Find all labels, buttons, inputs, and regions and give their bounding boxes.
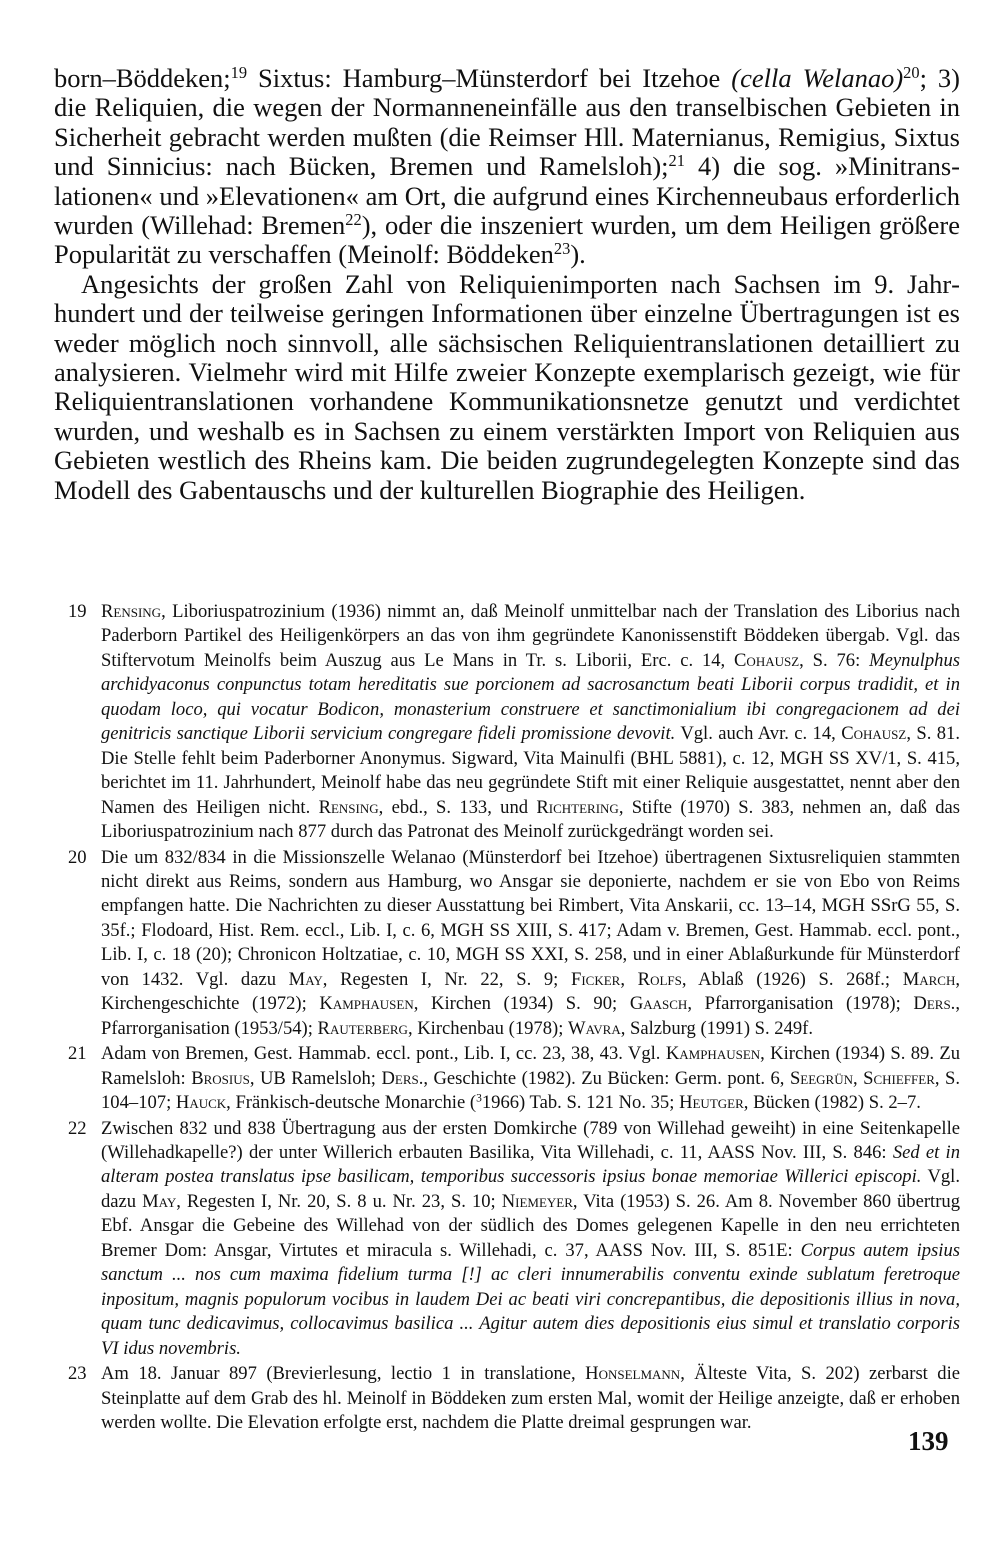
author-name: Schieffer [863,1067,935,1089]
author-name: Rolfs [637,968,682,990]
author-name: Ders. [913,993,956,1015]
author-name: Gaasch [629,993,688,1015]
footnote-ref: 19 [230,62,248,82]
author-name: Ders. [381,1067,424,1089]
text-run: , Stifte (1970) S. 383, nehmen an, daß das Liboriuspatrozinium nach 877 durch das Patronat des Meinolf zurückgedrängt worden sei. [101,796,960,843]
author-name: Heutger [679,1092,744,1114]
italic-text: Corpus autem ipsius sanctum ... nos cum maxima fidelium turma [!] ac cleri innumerabilis conventu exinde sublatum feretroque inpositum, magnis populorum vocibus in laudem Dei ac beati viri concrepantibus, die depositionis illius in nova, quam tunc dedicavimus, collocavimus basilica ... Agitur autem dies depositionis eius simul et translatio corporis VI idus novembris. [101,1239,960,1359]
footnote-ref: 20 [903,62,920,82]
text-run: , Pfarrorganisation (1978); [687,993,914,1015]
text-run: , Ablaß (1926) S. 268f.; [681,968,903,990]
footnote-number: 19 [68,601,87,622]
footnote-number: 21 [68,1043,87,1065]
footnote [68,846,960,1042]
author-name: Cohausz [841,723,907,745]
text-run: Angesichts der großen Zahl von Reliquienimporten nach Sachsen im 9. Jahrhundert und der teilweise geringen Informationen über einzelne Übertragungen ist es weder möglich noch sinnvoll, alle sächsischen Reliquientranslationen detailliert zu analysieren. Vielmehr wird mit Hilfe zweier Konzepte exemplarisch gezeigt, wie für Reliquientranslationen vorhandene Kommunikationsnetze genutzt und verdichtet wurden, und weshalb es in Sachsen zu einem verstärkten Import von Reliquien aus Gebieten westlich des Rheins kam. Die beiden zugrundegelegten Konzepte sind das Modell des Gabentauschs und der kulturellen Biographie des Heiligen. [54,268,960,505]
page [54,62,961,1433]
paragraph [54,64,960,270]
text-run: Die um 832/834 in die Missionszelle Welanao (Münsterdorf bei Itzehoe) übertragenen Sixtusreliquien stammten nicht direkt aus Reims, sondern aus Hamburg, wo Ansgar sie deponierte, nachdem er sie von Ebo von Reims empfangen hatte. Die Nachrichten zu dieser Ausstattung bei Rimbert, Vita Anskarii, cc. 13–14, MGH SSrG 55, S. 35f.; Flodoard, Hist. Rem. eccl., Lib. I, c. 6, MGH SS XIII, S. 417; Adam v. Bremen, Gest. Hammab. eccl. pont., Lib. I, c. 18 (20); Chronicon Holtzatiae, c. 10, MGH SS XXI, S. 258, und in einer Ablaßurkunde für Münsterdorf von 1432. Vgl. dazu [101,846,960,990]
text-run: , S. 76: [799,649,870,671]
text-run: , Geschichte (1982). Zu Bücken: Germ. pont. 6, [423,1067,790,1089]
author-name: Brosius [191,1067,250,1089]
text-run: Am 18. Januar 897 (Brevierlesung, lectio 1 in translatione, [101,1363,586,1385]
text-run: , [620,968,638,990]
author-name: Kamphausen [319,993,414,1015]
text-run: , Kirchengeschichte (1972); [101,968,961,1015]
author-name: Rensing [101,601,162,622]
text-run: , S. 81. Die Stelle fehlt beim Paderborner Anonymus. Sigward, Vita Mainulfi (BHL 5881), c. 12, MGH SS XV/1, S. 415, berichtet im 11. Jahrhundert, Meinolf habe das neu gegründete Stift mit einer Reliquie ausgestattet, nennt aber den Namen des Heiligen nicht. [101,723,961,818]
author-name: Rensing [318,796,379,818]
text-run: , Regesten I, Nr. 20, S. 8 u. Nr. 23, S. 10; [176,1190,502,1212]
footnote-ref: 22 [345,210,362,229]
author-name: May [288,968,323,990]
author-name: May [142,1190,177,1212]
author-name: Wavra [568,1017,621,1039]
footnote [68,1117,960,1362]
text-run: Vgl. dazu [101,1166,961,1212]
italic-text: Sed et in alteram postea translatus ipse basilicam, temporibus successoris ipsius bonae memoriae Willerici episcopi. [101,1141,960,1188]
paragraph [54,270,960,505]
text-run: , Kirchen (1934) S. 90; [413,993,630,1015]
footnote-ref: 23 [553,239,571,259]
footnote [68,600,960,845]
footnote-ref: 3 [476,1092,482,1105]
footnote-text [101,1117,960,1362]
author-name: Richtering [536,796,619,818]
footnote-text [101,846,960,1042]
footnote-number: 23 [68,1363,87,1385]
main-text [54,64,960,505]
text-run: , Regesten I, Nr. 22, S. 9; [322,968,572,990]
author-name: Ficker [571,968,621,990]
text-run: , Kirchen (1934) S. 89. Zu Ramelsloh: [101,1043,960,1089]
text-run: Sixtus: Hamburg–Münsterdorf bei Itzehoe [247,63,732,93]
author-name: Honselmann [585,1363,681,1385]
text-run: Zwischen 832 und 838 Übertragung aus der ersten Domkirche (789 von Willehad geweiht) in eine Seitenkapelle (Willehadkapelle?) der unter Willerich erbauten Basilika, Vita Willehadi, c. 11, AASS Nov. III, S. 846: [101,1117,960,1163]
text-run: born–Böddeken; [54,63,231,93]
author-name: Niemeyer [501,1190,573,1212]
text-run: , Pfarrorganisation (1953/54); [101,993,960,1039]
text-run: , [853,1067,864,1089]
footnote [68,1042,960,1115]
author-name: March [902,968,956,990]
author-name: Cohausz [734,649,800,671]
text-run: , UB Ramelsloh; [249,1067,382,1089]
text-run: ; 3) die Reliquien, die wegen der Normanneneinfälle aus den transelbischen Gebieten in Sicherheit gebracht werden mußten (die Reimser Hll. Maternianus, Remigius, Sixtus und Sinnicius: nach Bücken, Bremen und Ramelsloh); [54,63,960,182]
text-run: , Bücken (1982) S. 2–7. [743,1092,921,1114]
text-run: , Kirchenbau (1978); [407,1017,569,1039]
text-run: ). [570,239,586,270]
text-run: , Salzburg (1991) S. 249f. [620,1017,814,1039]
italic-text: Meynulphus archidyaconus conpunctus totam hereditatis sue porcionem ad sacrosanctum beati Liborii corpus tradidit, et in quodam loco, qui vocatur Bodicon, monasterium construere et sanctimonialium ibi congregacionem ad dei genitricis sanctique Liborii servicium congregare fideli promissione devovit. [101,649,960,745]
text-run: 4) die sog. »Minitranslationen« und »Elevationen« am Ort, die aufgrund eines Kirchenneubaus erforderlich wurden (Willehad: Bremen [54,151,960,241]
text-run: , Liboriuspatrozinium (1936) nimmt an, daß Meinolf unmittelbar nach der Translation des Liborius nach Paderborn Partikel des Heiligenkörpers an das von ihm gegründete Kanonissenstift Böddeken übergab. Vgl. das Stiftervotum Meinolfs beim Auszug aus Le Mans in Tr. s. Liborii, Erc. c. 14, [101,601,960,671]
footnotes [68,600,960,1436]
author-name: Seegrün [789,1067,853,1089]
text-run: , S. 104–107; [101,1067,961,1114]
text-run: ), oder die inszeniert wurden, um dem Heiligen größere Popularität zu verschaffen (Meinolf: Böddeken [54,210,960,270]
italic-text: (cella Welanao) [731,63,904,93]
footnote-number: 22 [68,1117,87,1139]
text-run: , Vita (1953) S. 26. Am 8. November 860 übertrug Ebf. Ansgar die Gebeine des Willehad von der südlich des Domes gelegenen Kapelle in den neu errichteten Bremer Dom: Ansgar, Virtutes et miracula s. Willehadi, c. 37, AASS Nov. III, S. 851E: [101,1190,961,1261]
text-run: , Älteste Vita, S. 202) zerbarst die Steinplatte auf dem Grab des hl. Meinolf in Böddeken zum ersten Mal, womit der Heilige anzeigte, daß er erhoben werden wollte. Die Elevation erfolgte erst, nachdem die Platte dreimal gesprungen war. [101,1363,960,1433]
footnote-text [101,1362,960,1435]
footnote [68,1362,960,1435]
text-run: Adam von Bremen, Gest. Hammab. eccl. pont., Lib. I, cc. 23, 38, 43. Vgl. [101,1043,666,1065]
footnote-number: 20 [68,846,87,868]
page-number: 139 [908,1426,949,1456]
text-run: , ebd., S. 133, und [378,796,537,818]
author-name: Hauck [175,1092,227,1114]
text-run: , Fränkisch-deutsche Monarchie ( [226,1092,477,1114]
author-name: Rauterberg [317,1017,408,1039]
footnote-text [101,600,960,845]
footnote-ref: 21 [668,151,685,171]
text-run: Vgl. auch Avr. c. 14, [675,723,842,745]
author-name: Kamphausen [665,1043,761,1065]
text-run: 1966) Tab. S. 121 No. 35; [481,1092,680,1114]
footnote-text [101,1042,960,1115]
